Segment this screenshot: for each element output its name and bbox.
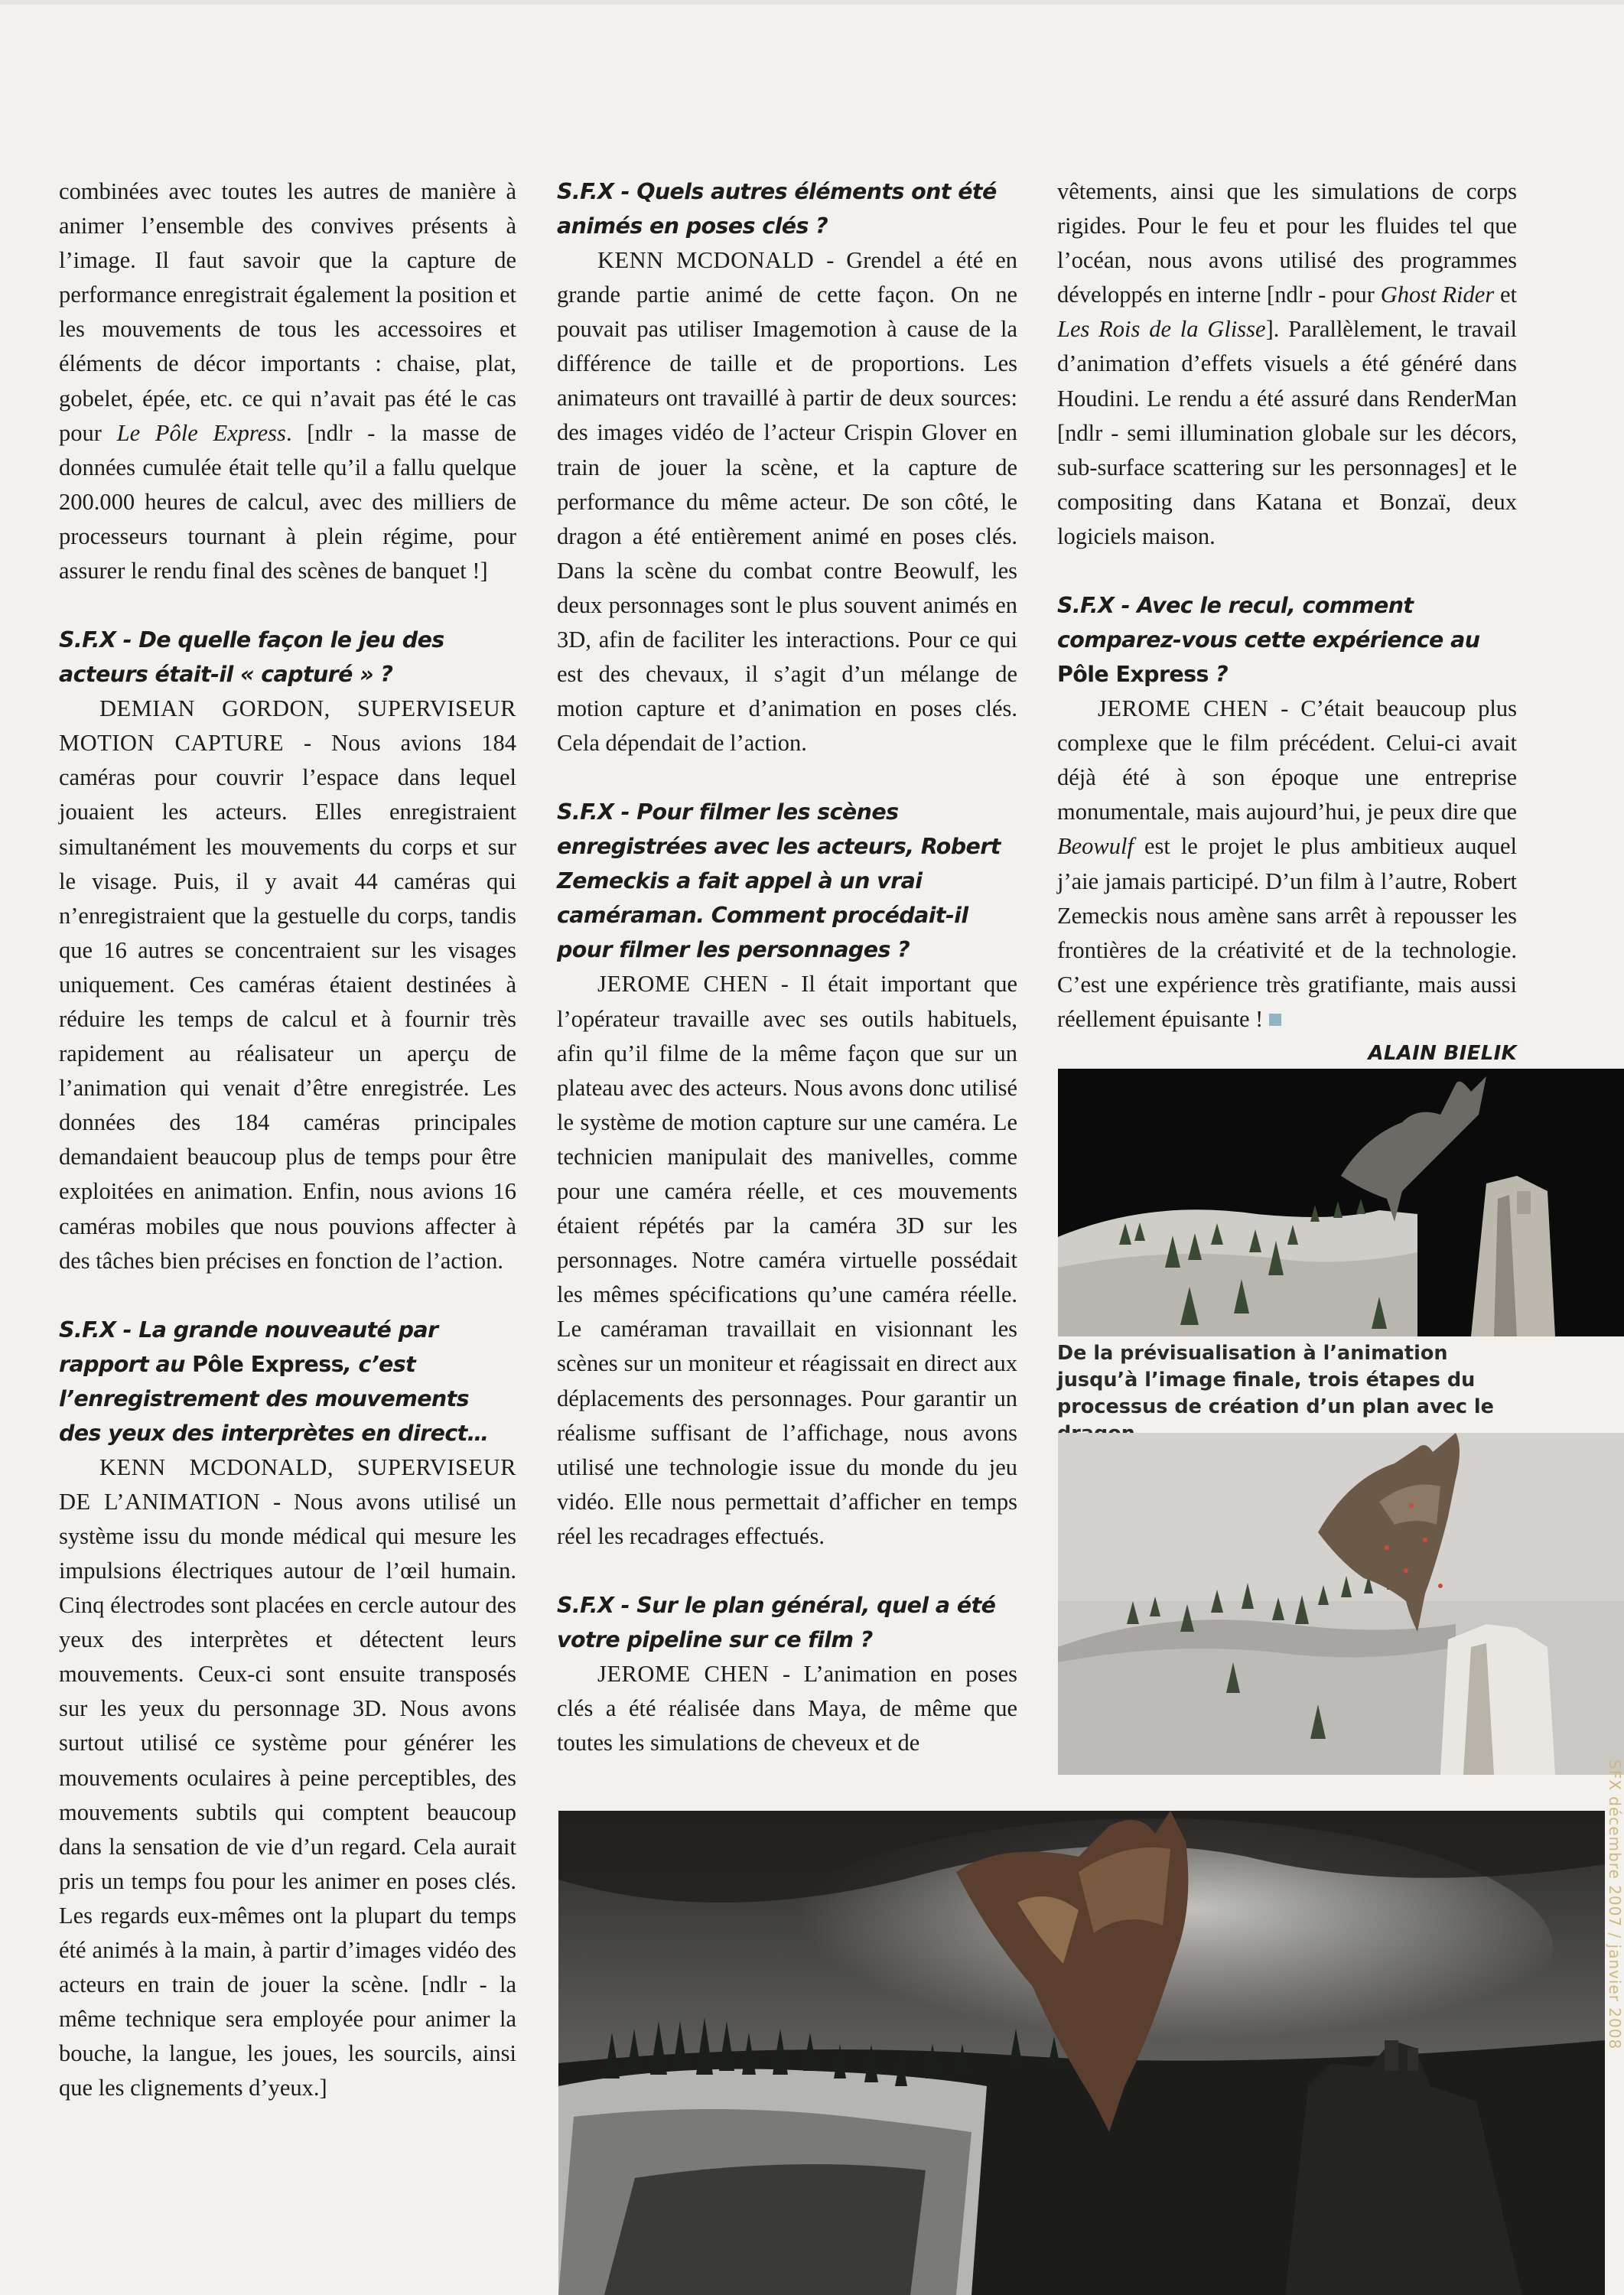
paragraph-text: - C’était beaucoup plus complexe que le film précédent. Celui-ci avait déjà été à son époque une entreprise monumentale, mais aujourd’hui, je peux dire que	[1057, 695, 1518, 825]
body-paragraph	[1057, 174, 1517, 554]
end-of-article-mark	[1269, 1014, 1281, 1026]
interview-answer	[59, 692, 516, 1278]
speaker-name: JEROME CHEN	[1098, 695, 1269, 722]
author-signature: ALAIN BIELIK	[1368, 1042, 1517, 1065]
speaker-name: DEMIAN GORDON, SUPERVISEUR MOTION CAPTURE	[59, 695, 516, 757]
image-caption: De la prévisualisation à l’animation jusqu’à l’image finale, trois étapes du processus de création d’un plan avec le	[1057, 1342, 1494, 1418]
interview-question	[59, 1313, 516, 1450]
italic-title: Ghost Rider	[1380, 282, 1495, 308]
interview-answer	[557, 243, 1017, 760]
paragraph-text: est le projet le plus ambitieux auquel j’aie jamais participé. D’un film à l’autre, Robert Zemeckis nous amène sans arrêt à repousser les frontières de la créativité et de la technologie. C’est une expérience très gratifiante, mais aussi réellement épuisante !	[1057, 833, 1517, 1032]
paragraph-text: . [ndlr - la masse de données cumulée était telle qu’il a fallu quelque 200.000 heures de calcul, avec des milliers de processeurs tournant à plein régime, pour assurer le rendu final des scènes de banquet !]	[59, 419, 516, 584]
paragraph-text: ]. Parallèlement, le travail d’animation d’effets visuels a été généré dans Houdini. Le rendu a été assuré dans RenderMan [ndlr - semi illumination globale sur les décors, sub-surface scattering sur les personnages] et le compositing dans Katana et Bonzaï, deux logiciels maison.	[1057, 316, 1517, 549]
interview-answer	[59, 1450, 516, 2106]
column-3	[1057, 174, 1517, 1037]
final-render-image	[558, 1811, 1605, 2295]
interview-answer	[1057, 692, 1517, 1037]
interview-answer	[557, 967, 1017, 1554]
paragraph-text: - L’animation en poses clés a été réalisée dans Maya, de même que toutes les simulations de cheveux et de	[557, 1661, 1017, 1756]
question-text: S.F.X - Pour filmer les scènes enregistrées avec les acteurs, Robert Zemeckis a fait appel à un vrai caméraman. Comment procédait-il pour filmer les personnages ?	[557, 799, 1001, 963]
speaker-name: JEROME CHEN	[597, 971, 769, 998]
italic-title: Les Rois de la Glisse	[1057, 316, 1266, 343]
interview-answer	[557, 1657, 1017, 1760]
interview-question	[557, 795, 1017, 967]
column-2	[557, 174, 1017, 1760]
paragraph-text: - Nous avons utilisé un système issu du monde médical qui mesure les impulsions électriques autour de l’œil humain. Cinq électrodes sont placées en cercle autour des yeux des interprètes et détectent leurs mouvements. Ceux-ci sont ensuite transposés sur les yeux du personnage 3D. Nous avons surtout utilisé ce système pour générer les mouvements oculaires à peine perceptibles, des mouvements subtils qui comptent beaucoup dans la sensation de vie d’un regard. Cela aurait pris un temps fou pour les animer en poses clés. Les regards eux-mêmes ont la plupart du temps été animés à la main, à partir d’images vidéo des acteurs en train de jouer la scène. [ndlr - la même technique sera employée pour animer la bouche, la langue, les joues, les sourcils, ainsi que les clignements d’yeux.]	[59, 1488, 516, 2101]
question-text-end: , c’est l’enregistrement des mouvements des yeux des interprètes en direct…	[59, 1351, 489, 1446]
paragraph-text: et	[1494, 282, 1517, 308]
column-1	[59, 174, 516, 2106]
animation-image	[1058, 1433, 1624, 1775]
speaker-name: KENN MCDONALD	[597, 247, 815, 273]
previs-image	[1058, 1069, 1624, 1336]
page-top-edge	[0, 0, 1624, 5]
question-text-end: ?	[1208, 662, 1229, 688]
italic-title: Le Pôle Express	[116, 419, 286, 446]
question-text: S.F.X - Sur le plan général, quel a été votre pipeline sur ce film ?	[557, 1593, 996, 1652]
paragraph-text: - Grendel a été en grande partie animé de cette façon. On ne pouvait pas utiliser Imagemotion à cause de la différence de taille et de proportions. Les animateurs ont travaillé à partir de deux sources: des images vidéo de l’acteur Crispin Glover en train de jouer la scène, et la capture de performance du même acteur. De son côté, le dragon a été entièrement animé en poses clés. Dans la scène du combat contre Beowulf, les deux personnages sont le plus souvent animés en 3D, afin de faciliter les interactions. Pour ce qui est des chevaux, il s’agit d’un mélange de motion capture et d’animation en poses clés. Cela dépendait de l’action.	[557, 247, 1018, 757]
paragraph-text: vêtements, ainsi que les simulations de corps rigides. Pour le feu et pour les fluides tel que l’océan, nous avons utilisé des programmes développés en interne [ndlr - pour	[1057, 178, 1517, 308]
page-folio-strip: SFX décembre 2007 / janvier 2008	[1606, 1760, 1624, 2050]
paragraph-text: - Il était important que l’opérateur travaille avec ses outils habituels, afin qu’il filme de la même façon que sur un plateau avec des acteurs. Nous avons donc utilisé le système de motion capture sur une caméra. Le technicien manipulait des manivelles, comme pour une caméra réelle, et ces mouvements étaient répétés par la caméra 3D sur les personnages. Notre caméra virtuelle possédait les mêmes spécifications qu’une caméra réelle. Le caméraman travaillait en visionnant les scènes sur un moniteur et réagissait en direct aux déplacements des personnages. Pour garantir un réalisme suffisant de l’affichage, nous avons utilisé une technologie issue du monde du jeu vidéo. Elle nous permettait d’afficher en temps réel les recadrages effectués.	[557, 971, 1017, 1549]
interview-question	[1057, 588, 1517, 692]
speaker-name: JEROME CHEN	[597, 1661, 770, 1687]
interview-question	[59, 623, 516, 692]
body-paragraph	[59, 174, 516, 588]
paragraph-text: - Nous avions 184 caméras pour couvrir l’espace dans lequel jouaient les acteurs. Elles enregistraient simultanément les mouvements du corps et sur le visage. Puis, il y avait 44 caméras qui n’enregistraient que la gestuelle du corps, tandis que 16 autres se concentraient sur les visages uniquement. Ces caméras étaient destinées à réduire les temps de calcul et à fournir très rapidement au réalisateur un aperçu de l’animation qui venait d’être enregistrée. Les données des 184 caméras principales demandaient beaucoup plus de temps pour être exploitées en animation. Enfin, nous avions 16 caméras mobiles que nous pouvions affecter à des tâches bien précises en fonction de l’action.	[59, 730, 517, 1274]
paragraph-text: combinées avec toutes les autres de manière à animer l’ensemble des convives présents à l’image. Il faut savoir que la capture de performance enregistrait également la position et les mouvements de tous les accessoires et éléments de décor importants : chaise, plat, gobelet, épée, etc. ce qui n’avait pas été le cas pour	[59, 178, 516, 446]
question-text: S.F.X - Avec le recul, comment comparez-vous cette expérience au	[1057, 593, 1480, 653]
interview-question	[557, 174, 1017, 243]
question-text: S.F.X - De quelle façon le jeu des acteurs était-il « capturé » ?	[59, 627, 444, 688]
italic-title: Beowulf	[1057, 833, 1134, 860]
question-text: S.F.X - Quels autres éléments ont été animés en poses clés ?	[557, 179, 997, 239]
question-text: S.F.X - La grande nouveauté par rapport au	[59, 1317, 438, 1377]
question-title-ref: Pôle Express	[1057, 662, 1209, 688]
question-title-ref: Pôle Express	[192, 1351, 343, 1377]
interview-question	[557, 1588, 1017, 1657]
speaker-name: KENN MCDONALD, SUPERVISEUR DE L’ANIMATION	[59, 1454, 516, 1515]
